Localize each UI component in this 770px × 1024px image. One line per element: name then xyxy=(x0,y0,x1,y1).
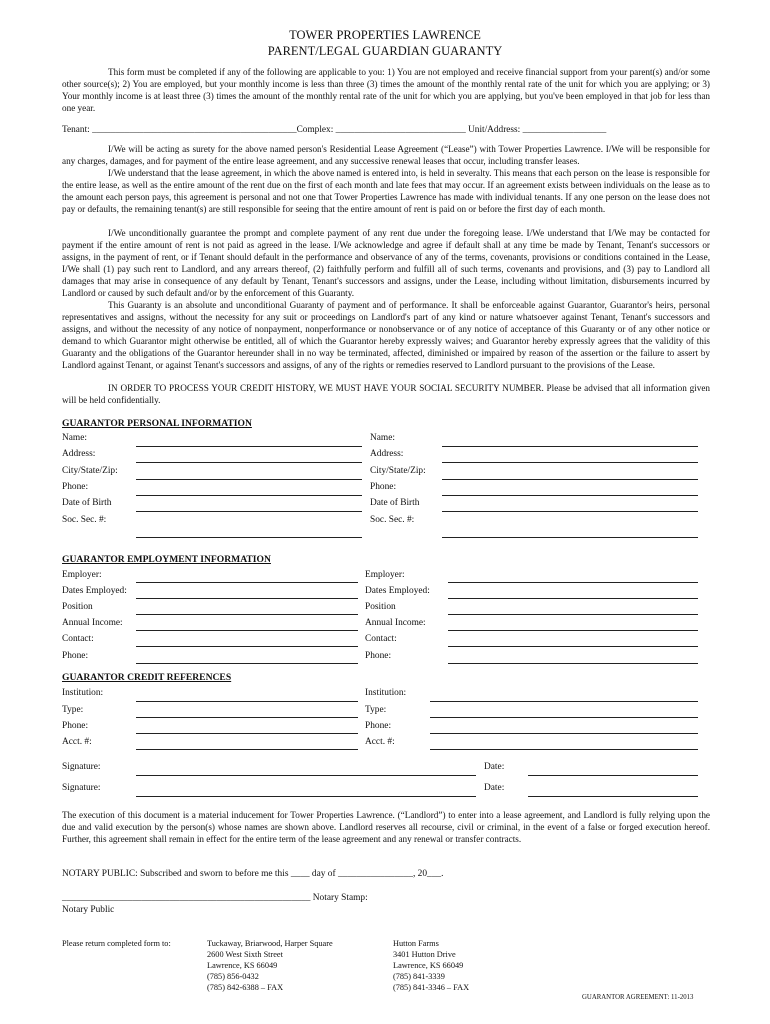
personal-address-field[interactable] xyxy=(136,462,362,463)
office2-line-fax: (785) 841-3346 – FAX xyxy=(393,983,470,992)
credit-phone-label-2: Phone: xyxy=(365,721,392,731)
position-field[interactable] xyxy=(136,614,358,615)
annual-income-label-2: Annual Income: xyxy=(365,618,426,628)
absolute-guaranty-paragraph: This Guaranty is an absolute and unconditional Guaranty of payment and of performance. It shall be enforceable against Guarantor, Guarantor's heirs, personal representatives and assigns, without the necessity for any suit or proceedings on Landlord's part of any kind or nature whatsoever against Tenant, Tenant's successors and assigns, and without the necessity of any notice of nonpayment, nonperformance or nonobservance or of any notice of acceptance of this Guaranty or of any other notice or demand to which Guarantor might otherwise be entitled, all of which the Guarantor hereby expressly waives; and Guarantor hereby expressly agrees that the validity of this Guaranty and the obligations of the Guarantor hereunder shall in no way be terminated, affected, diminished or impaired by reason of the assertion or the failure to assert by Landlord against Tenant, or against Tenant's successors and assigns, of any of the rights or remedies reserved to Landlord pursuant to the provisions of the Lease. xyxy=(62,300,710,370)
credit-type-field[interactable] xyxy=(136,717,358,718)
annual-income-label: Annual Income: xyxy=(62,618,123,628)
position-label: Position xyxy=(62,602,93,612)
office2-line-phone: (785) 841-3339 xyxy=(393,972,445,981)
office2-line-city: Lawrence, KS 66049 xyxy=(393,961,464,970)
institution-field[interactable] xyxy=(136,701,358,702)
office-address-2 xyxy=(393,938,469,993)
intro-paragraph: This form must be completed if any of the following are applicable to you: 1) You are not employed and receive financial support from your parent(s) and/or some other source(s); 2) You are employed, but your monthly income is less than three (3) times the amount of the monthly rental rate of the unit for which you are applying; or 3) Your monthly income is at least three (3) times the amount of the monthly rental rate of the unit for which you are applying, but you've been employed in that job for less than one year. xyxy=(62,67,710,113)
date-label-1: Date: xyxy=(484,762,505,772)
return-form-label: Please return completed form to: xyxy=(62,939,171,948)
tenant-complex-unit-line: Tenant: ____________________________________________Complex: ____________________________ Unit/Address: __________________ xyxy=(62,125,607,135)
contact-label-2: Contact: xyxy=(365,634,397,644)
dates-employed-label-2: Dates Employed: xyxy=(365,586,430,596)
personal-info-heading: GUARANTOR PERSONAL INFORMATION xyxy=(62,418,252,429)
employer-phone-field-2[interactable] xyxy=(448,663,698,664)
office1-line-fax: (785) 842-6388 – FAX xyxy=(207,983,284,992)
date-label-2: Date: xyxy=(484,783,505,793)
employer-field[interactable] xyxy=(136,582,358,583)
personal-dob-label-2: Date of Birth xyxy=(370,498,420,508)
notary-public-label: Notary Public xyxy=(62,905,115,915)
date-field-1[interactable] xyxy=(528,775,698,776)
execution-paragraph: The execution of this document is a material inducement for Tower Properties Lawrence. (“Landlord”) to enter into a lease agreement, and Landlord is fully relying upon the due and valid execution by the person(s) whose names are shown above. Landlord reserves all recourse, civil or criminal, in the event of a false or forged execution hereof. Further, this agreement shall remain in effect for the entire term of the lease agreement and any renewal or transfer contracts. xyxy=(62,810,710,845)
office2-line-street: 3401 Hutton Drive xyxy=(393,950,456,959)
office1-line-phone: (785) 856-0432 xyxy=(207,972,259,981)
personal-phone-label: Phone: xyxy=(62,482,89,492)
contact-field[interactable] xyxy=(136,646,358,647)
credit-phone-field[interactable] xyxy=(136,733,358,734)
office1-line-street: 2600 West Sixth Street xyxy=(207,950,283,959)
employer-phone-field[interactable] xyxy=(136,663,358,664)
employer-label-2: Employer: xyxy=(365,570,405,580)
position-field-2[interactable] xyxy=(448,614,698,615)
personal-city-field-2[interactable] xyxy=(442,479,698,480)
dates-employed-label: Dates Employed: xyxy=(62,586,127,596)
employer-phone-label-2: Phone: xyxy=(365,651,392,661)
notary-stamp-line: _____________________________________________________ Notary Stamp: xyxy=(62,893,368,903)
contact-label: Contact: xyxy=(62,634,94,644)
contact-field-2[interactable] xyxy=(448,646,698,647)
employer-phone-label: Phone: xyxy=(62,651,89,661)
personal-address-label: Address: xyxy=(62,449,96,459)
office-address-1 xyxy=(207,938,333,993)
personal-ssn-field[interactable] xyxy=(136,537,362,538)
signature-label-2: Signature: xyxy=(62,783,101,793)
personal-name-field-2[interactable] xyxy=(442,446,698,447)
credit-phone-field-2[interactable] xyxy=(430,733,698,734)
surety-paragraph: I/We will be acting as surety for the above named person's Residential Lease Agreement (“Lease”) with Tower Properties Lawrence. I/We will be responsible for any charges, damages, and for payment of the entire lease agreement, and any successive renewal leases that occur, including transfer leases. xyxy=(62,144,710,166)
notary-subscribed-line: NOTARY PUBLIC: Subscribed and sworn to before me this ____ day of ________________, 20___. xyxy=(62,869,444,879)
personal-name-label: Name: xyxy=(62,433,87,443)
credit-type-label: Type: xyxy=(62,705,84,715)
personal-ssn-label: Soc. Sec. #: xyxy=(62,515,107,525)
personal-phone-field[interactable] xyxy=(136,495,362,496)
signature-field-1[interactable] xyxy=(136,775,476,776)
account-number-field-2[interactable] xyxy=(430,749,698,750)
personal-city-field[interactable] xyxy=(136,479,362,480)
personal-phone-label-2: Phone: xyxy=(370,482,397,492)
signature-field-2[interactable] xyxy=(136,796,476,797)
employment-info-heading: GUARANTOR EMPLOYMENT INFORMATION xyxy=(62,554,271,565)
personal-city-label: City/State/Zip: xyxy=(62,466,118,476)
personal-phone-field-2[interactable] xyxy=(442,495,698,496)
personal-dob-label: Date of Birth xyxy=(62,498,112,508)
institution-field-2[interactable] xyxy=(430,701,698,702)
employer-field-2[interactable] xyxy=(448,582,698,583)
ssn-notice-paragraph: IN ORDER TO PROCESS YOUR CREDIT HISTORY, WE MUST HAVE YOUR SOCIAL SECURITY NUMBER. Please be advised that all information given will be held confidentially. xyxy=(62,383,710,405)
date-field-2[interactable] xyxy=(528,796,698,797)
personal-ssn-label-2: Soc. Sec. #: xyxy=(370,515,415,525)
credit-type-label-2: Type: xyxy=(365,705,387,715)
office1-line-city: Lawrence, KS 66049 xyxy=(207,961,278,970)
annual-income-field[interactable] xyxy=(136,630,358,631)
institution-label: Institution: xyxy=(62,688,104,698)
dates-employed-field[interactable] xyxy=(136,598,358,599)
position-label-2: Position xyxy=(365,602,396,612)
personal-city-label-2: City/State/Zip: xyxy=(370,466,426,476)
office1-line-name: Tuckaway, Briarwood, Harper Square xyxy=(207,939,333,948)
credit-phone-label: Phone: xyxy=(62,721,89,731)
account-number-label: Acct. #: xyxy=(62,737,92,747)
form-title-line2: PARENT/LEGAL GUARDIAN GUARANTY xyxy=(267,44,503,58)
institution-label-2: Institution: xyxy=(365,688,407,698)
signature-label-1: Signature: xyxy=(62,762,101,772)
personal-dob-field-2[interactable] xyxy=(442,511,698,512)
personal-address-label-2: Address: xyxy=(370,449,404,459)
personal-ssn-field-2[interactable] xyxy=(442,537,698,538)
dates-employed-field-2[interactable] xyxy=(448,598,698,599)
annual-income-field-2[interactable] xyxy=(448,630,698,631)
personal-dob-field[interactable] xyxy=(136,511,362,512)
account-number-field[interactable] xyxy=(136,749,358,750)
form-title-line1: TOWER PROPERTIES LAWRENCE xyxy=(289,28,481,42)
guarantee-paragraph: I/We unconditionally guarantee the prompt and complete payment of any rent due under the foregoing lease. I/We understand that I/We may be contacted for payment if the entire amount of rent is not paid as agreed in the lease. I/We acknowledge and agree if default shall at any time be made by Tenant, Tenant's successors or assigns, in the payment of rent, or if Tenant should default in the performance and observance of any of the terms, covenants, provisions or conditions contained in the Lease, I/We shall (1) pay such rent to Landlord, and any arrears thereof, (2) faithfully perform and fulfill all of such terms, covenants and provisions, and (3) pay to Landlord all damages that may arise in consequence of any default by Tenant, Tenant's successors and assigns, under the Lease, including without limitation, disbursements incurred by Landlord or caused by such default and/or by the enforcement of this Guaranty. xyxy=(62,228,710,298)
employer-label: Employer: xyxy=(62,570,102,580)
credit-type-field-2[interactable] xyxy=(430,717,698,718)
account-number-label-2: Acct. #: xyxy=(365,737,395,747)
form-revision-footer: GUARANTOR AGREEMENT: 11-2013 xyxy=(582,994,694,1001)
personal-name-label-2: Name: xyxy=(370,433,395,443)
personal-name-field[interactable] xyxy=(136,446,362,447)
credit-references-heading: GUARANTOR CREDIT REFERENCES xyxy=(62,672,232,683)
office2-line-name: Hutton Farms xyxy=(393,939,439,948)
severalty-paragraph: I/We understand that the lease agreement, in which the above named is entered into, is held in severalty. This means that each person on the lease is responsible for the entire lease, as well as the entire amount of the rent due on the first of each month and late fees that may occur. If an agreement exists between individuals on the lease as to the amount each person pays, this agreement is personal and not one that Tower Properties Lawrence has made with individual tenants. If any one person on the lease does not pay or defaults, the remaining tenant(s) are still responsible for seeing that the entire amount of rent is paid on or before the first day of each month. xyxy=(62,168,710,214)
personal-address-field-2[interactable] xyxy=(442,462,698,463)
